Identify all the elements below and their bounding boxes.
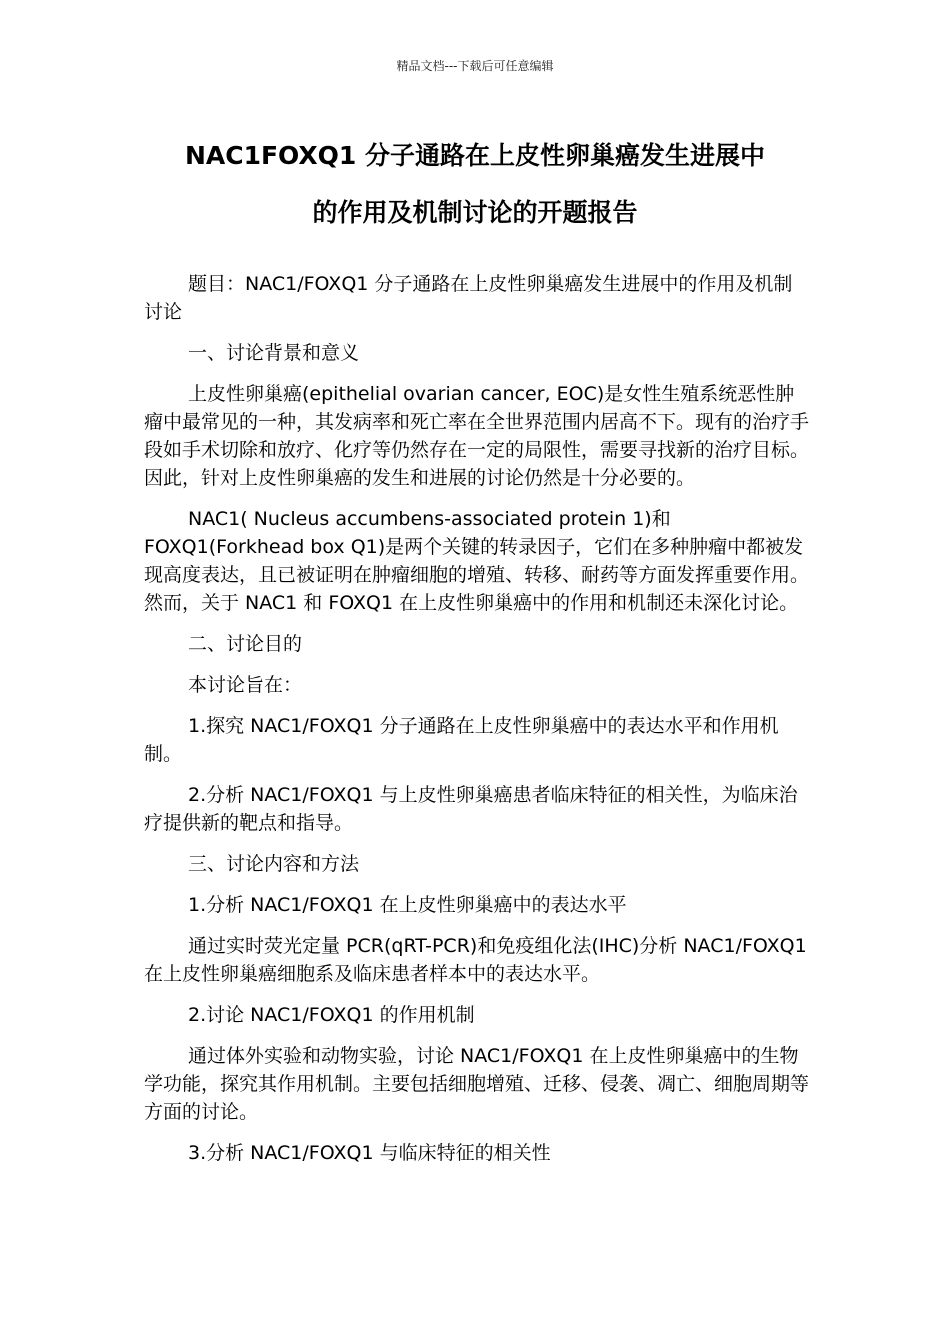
header-note: 精品文档---下载后可任意编辑 <box>396 59 554 73</box>
method-heading-1: 1.分析 NAC1/FOXQ1 在上皮性卵巢癌中的表达水平 <box>188 894 627 916</box>
purpose-item-2: 2.分析 NAC1/FOXQ1 与上皮性卵巢癌患者临床特征的相关性，为临床治疗提供新的靶点和指导。 <box>144 784 798 834</box>
method-paragraph-2: 通过体外实验和动物实验，讨论 NAC1/FOXQ1 在上皮性卵巢癌中的生物学功能，探究其作用机制。主要包括细胞增殖、迁移、侵袭、凋亡、细胞周期等方面的讨论。 <box>144 1045 810 1123</box>
method-paragraph-1: 通过实时荧光定量 PCR(qRT-PCR)和免疫组化法(IHC)分析 NAC1/FOXQ1 在上皮性卵巢癌细胞系及临床患者样本中的表达水平。 <box>144 935 807 985</box>
section-heading-background: 一、讨论背景和意义 <box>188 342 360 364</box>
document-title-line-1: NAC1FOXQ1 分子通路在上皮性卵巢癌发生进展中 <box>184 141 766 170</box>
section-heading-methods: 三、讨论内容和方法 <box>188 853 360 875</box>
document-title-line-2: 的作用及机制讨论的开题报告 <box>312 198 638 227</box>
method-heading-3: 3.分析 NAC1/FOXQ1 与临床特征的相关性 <box>188 1142 551 1164</box>
nac1-foxq1-paragraph: NAC1( Nucleus accumbens-associated protein 1)和 FOXQ1(Forkhead box Q1)是两个关键的转录因子，它们在多种肿瘤中都被发现高度表达，且已被证明在肿瘤细胞的增殖、转移、耐药等方面发挥重要作用。然而，关于 NAC1 和 FOXQ1 在上皮性卵巢癌中的作用和机制还未深化讨论。 <box>144 508 810 614</box>
background-paragraph: 上皮性卵巢癌(epithelial ovarian cancer, EOC)是女性生殖系统恶性肿瘤中最常见的一种，其发病率和死亡率在全世界范围内居高不下。现有的治疗手段如手术切除和放疗、化疗等仍然存在一定的局限性，需要寻找新的治疗目标。因此，针对上皮性卵巢癌的发生和进展的讨论仍然是十分必要的。 <box>144 383 810 489</box>
section-heading-purpose: 二、讨论目的 <box>188 633 303 655</box>
purpose-item-1: 1.探究 NAC1/FOXQ1 分子通路在上皮性卵巢癌中的表达水平和作用机制。 <box>144 715 779 765</box>
purpose-intro: 本讨论旨在： <box>188 674 303 696</box>
method-heading-2: 2.讨论 NAC1/FOXQ1 的作用机制 <box>188 1004 475 1026</box>
topic-paragraph: 题目：NAC1/FOXQ1 分子通路在上皮性卵巢癌发生进展中的作用及机制讨论 <box>144 273 793 323</box>
document-body <box>144 270 809 1180</box>
